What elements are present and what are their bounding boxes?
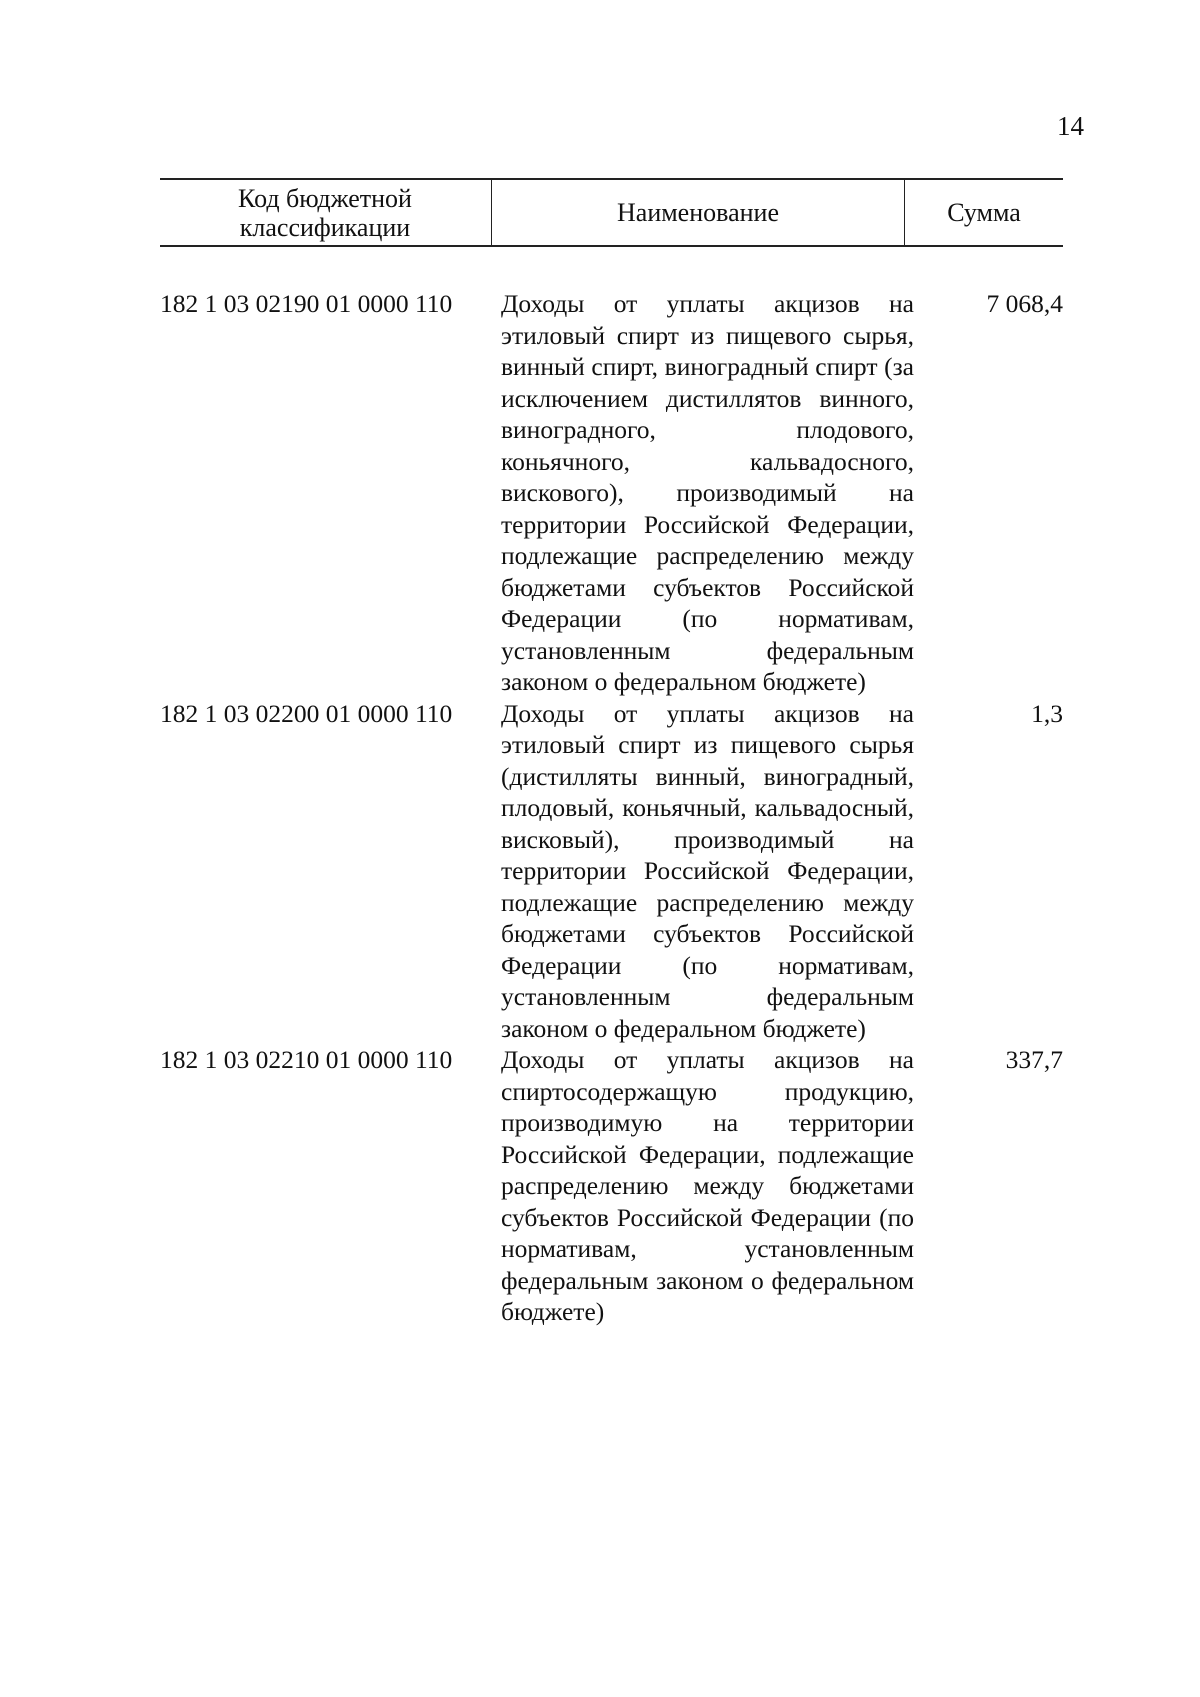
budget-code: 182 1 03 02200 01 0000 110	[160, 698, 453, 728]
income-sum: 337,7	[1005, 1045, 1063, 1074]
income-sum: 7 068,4	[986, 289, 1063, 318]
table-row	[160, 1044, 1063, 1328]
table-row	[160, 288, 1063, 698]
table-row	[160, 698, 1063, 1045]
page-number: 14	[1057, 111, 1084, 141]
header-sum: Сумма	[947, 198, 1021, 227]
header-name: Наименование	[491, 180, 905, 245]
table-body	[160, 288, 1063, 1328]
header-code: Код бюджетной классификации	[238, 183, 412, 242]
income-sum: 1,3	[1031, 698, 1063, 728]
income-name: Доходы от уплаты акцизов на этиловый спирт из пищевого сырья (дистилляты винный, виноградный, плодовый, коньячный, кальвадосный, висковый), производимый на территории Российской Федерации, подлежащие распределению между бюджетами субъектов Российской Федерации (по нормативам, установленным федеральным законом о федеральном бюджете)	[501, 698, 914, 1043]
income-name: Доходы от уплаты акцизов на этиловый спирт из пищевого сырья, винный спирт, виноградный спирт (за исключением дистиллятов винного, виноградного, плодового, коньячного, кальвадосного, вискового), производимый на территории Российской Федерации, подлежащие распределению между бюджетами субъектов Российской Федерации (по нормативам, установленным федеральным законом о федеральном бюджете)	[501, 289, 914, 696]
table-header	[160, 178, 1063, 247]
income-name: Доходы от уплаты акцизов на спиртосодержащую продукцию, производимую на территории Российской Федерации, подлежащие распределению между бюджетами субъектов Российской Федерации (по нормативам, установленным федеральным законом о федеральном бюджете)	[501, 1045, 914, 1326]
budget-code: 182 1 03 02210 01 0000 110	[160, 1045, 453, 1074]
budget-code: 182 1 03 02190 01 0000 110	[160, 289, 453, 318]
